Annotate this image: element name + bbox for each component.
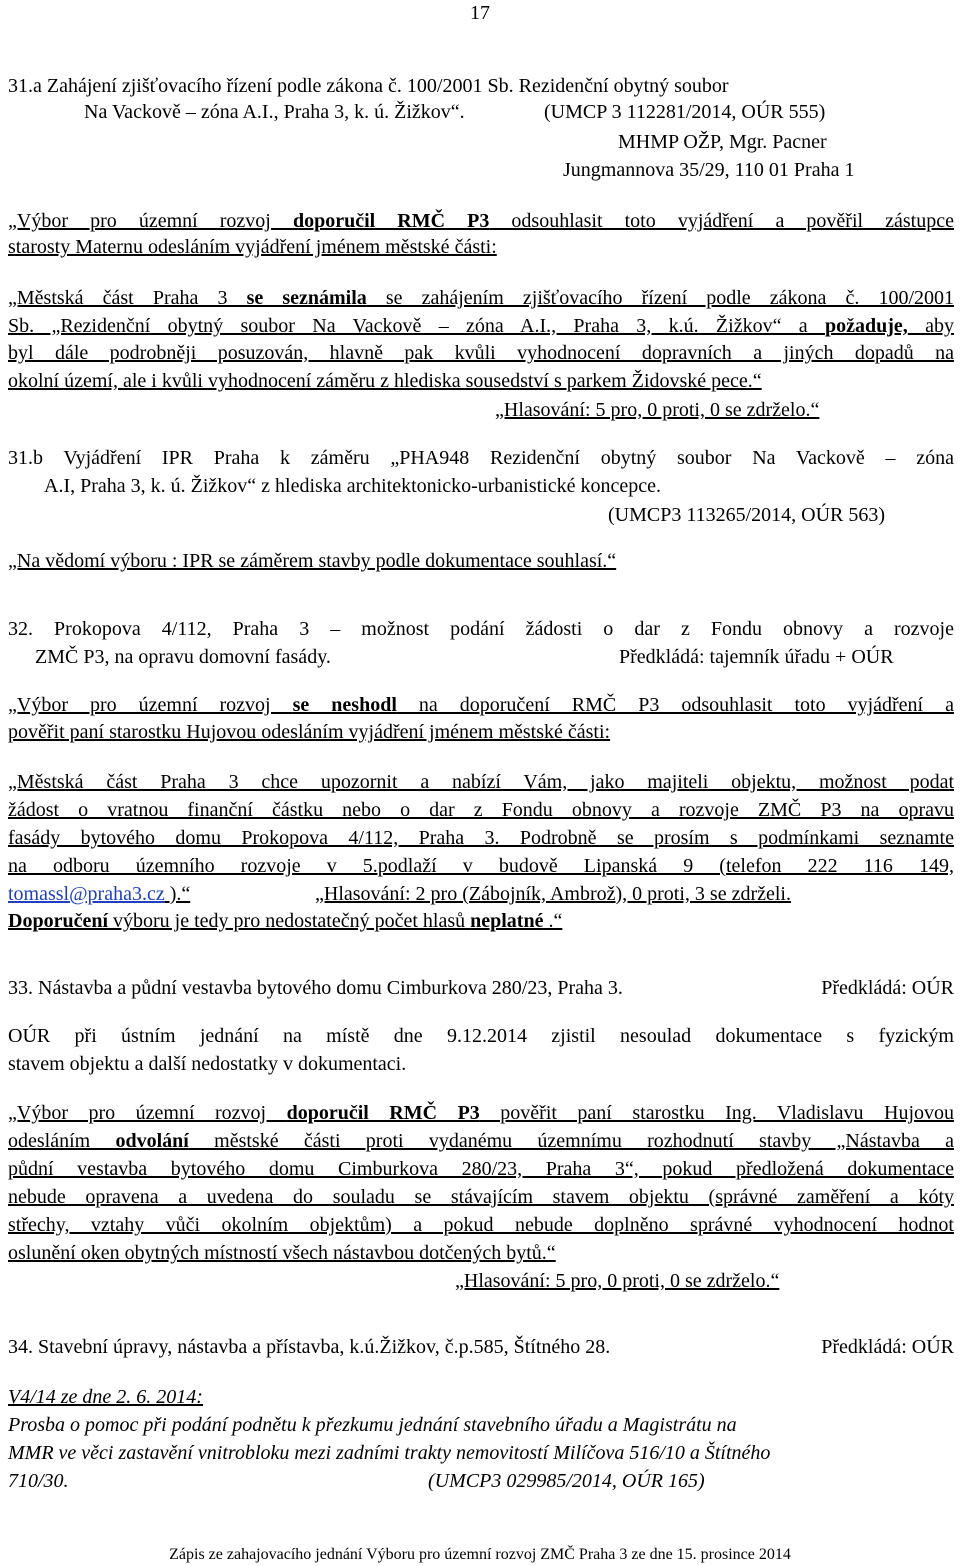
item-33-recommendation-line6: oslunění oken obytných místností všech nástavbou dotčených bytů.“ [8,1242,556,1264]
recommendation-intro: „Výbor pro územní rozvoj [8,1102,287,1124]
item-34-subject: 34. Stavební úpravy, nástavba a přístavba, k.ú.Žižkov, č.p.585, Štítného 28. [8,1336,611,1358]
item-33-recommendation-line2 [8,1129,954,1153]
recommendation-rest: pověřit paní starostku Ing. Vladislavu Hujovou [479,1102,955,1124]
recommendation-intro: „Výbor pro územní rozvoj [8,210,293,232]
item-31a-vote: „Hlasování: 5 pro, 0 proti, 0 se zdrželo.“ [495,399,820,421]
item-32-vote: „Hlasování: 2 pro (Zábojník, Ambrož), 0 proti, 3 se zdrželi. [315,883,791,905]
item-32-statement-line1: „Městská část Praha 3 chce upozornit a nabízí Vám, jako majiteli objektu, možnost podat [8,771,954,793]
conclusion-text: výboru je tedy pro nedostatečný počet hlasů [108,910,471,932]
item-32-recommendation-line1 [8,693,954,717]
item-32-conclusion [8,909,954,933]
page-footer: Zápis ze zahajovacího jednání Výboru pro územní rozvoj ZMČ Praha 3 ze dne 15. prosince 2014 [169,1546,791,1563]
recommendation-rest: na doporučení RMČ P3 odsouhlasit toto vyjádření a [396,694,954,716]
item-31a-reference: (UMCP 3 112281/2014, OÚR 555) [544,101,826,123]
item-31a-title-project: Na Vackově – zóna A.I., Praha 3, k. ú. Žižkov“. [84,101,465,123]
conclusion-bold: Doporučení [8,910,108,932]
item-31a-recommendation-line2: starosty Maternu odesláním vyjádření jménem městské části: [8,236,497,258]
item-34-request-line1: Prosba o pomoc při podání podnětu k přezkumu jednání stavebního úřadu a Magistrátu na [8,1414,737,1436]
statement-bold: požaduje, [824,315,908,337]
recommendation-rest: městské části proti vydanému územnímu rozhodnutí stavby „Nástavba a [188,1130,954,1152]
item-31a-statement-line1 [8,286,954,310]
item-34-request-line2: MMR ve věci zastavění vnitrobloku mezi zadními trakty nemovitostí Milíčova 516/10 a Štítného [8,1442,771,1464]
statement-end: ).“ [164,883,191,905]
recommendation-rest: odsouhlasit toto vyjádření a pověřil zástupce [489,210,954,232]
item-33-recommendation-line5: střechy, vztahy vůči okolním objektům) a pokud nebude doplněno správné vyhodnocení hodnot [8,1214,954,1236]
item-34-title [8,1335,954,1359]
item-33-title [8,976,954,1000]
item-33-recommendation-line1 [8,1101,954,1125]
item-32-submitter: Předkládá: tajemník úřadu + OÚR [619,646,894,668]
item-34-reference: (UMCP3 029985/2014, OÚR 165) [428,1470,705,1492]
item-33-recommendation-line4: nebude opravena a uvedena do souladu se stávajícím stavem objektu (správné zaměření a kóty [8,1186,954,1208]
item-31a-address: Jungmannova 35/29, 110 01 Praha 1 [563,159,855,181]
item-34-request-end: 710/30. [8,1470,69,1492]
item-34-request-line3 [8,1469,954,1493]
conclusion-bold-invalid: neplatné [470,910,544,932]
item-31b-title-line1: 31.b Vyjádření IPR Praha k záměru „PHA948 Rezidenční obytný soubor Na Vackově – zóna [8,447,954,469]
statement-intro: „Městská část Praha 3 [8,287,247,309]
item-33-submitter: Předkládá: OÚR [821,977,954,999]
item-32-statement-line3: fasády bytového domu Prokopova 4/112, Praha 3. Podrobně se prosím s podmínkami seznamte [8,827,954,849]
item-34-reference-date: V4/14 ze dne 2. 6. 2014: [8,1386,203,1408]
item-33-finding-line2: stavem objektu a další nedostatky v dokumentaci. [8,1053,407,1075]
statement-end: aby [907,315,954,337]
recommendation-text: odesláním [8,1130,116,1152]
item-32-title-line1: 32. Prokopova 4/112, Praha 3 – možnost podání žádosti o dar z Fondu obnovy a rozvoje [8,618,954,640]
page-number: 17 [470,2,490,24]
item-32-statement-line2: žádost o vratnou finanční částku nebo o dar z Fondu obnovy a rozvoje ZMČ P3 na opravu [8,799,954,821]
item-31b-note: „Na vědomí výboru : IPR se záměrem stavby podle dokumentace souhlasí.“ [8,550,617,572]
email-link[interactable]: tomassl@praha3.cz [8,883,165,905]
item-31a-statement-line3: byl dále podrobněji posuzován, hlavně pak kvůli vyhodnocení dopravních a jiných dopadů na [8,342,954,364]
recommendation-intro: „Výbor pro územní rozvoj [8,694,293,716]
recommendation-bold: doporučil RMČ P3 [286,1102,480,1124]
item-31a-statement-line4: okolní území, ale i kvůli vyhodnocení záměru z hlediska sousedství s parkem Židovské pece.“ [8,370,762,392]
item-32-recommendation-line2: pověřit paní starostku Hujovou odesláním vyjádření jménem městské části: [8,721,611,743]
conclusion-end: .“ [543,910,563,932]
item-31a-recommendation-line1 [8,209,954,233]
statement-rest: se zahájením zjišťovacího řízení podle zákona č. 100/2001 [366,287,955,309]
item-32-statement-line4: na odboru územního rozvoje v 5.podlaží v budově Lipanská 9 (telefon 222 116 149, [8,855,954,877]
recommendation-bold: se neshodl [292,694,397,716]
item-31a-title-line1: 31.a Zahájení zjišťovacího řízení podle zákona č. 100/2001 Sb. Rezidenční obytný soubor [8,75,729,97]
item-32-statement-line5 [8,882,954,906]
item-32-subject: ZMČ P3, na opravu domovní fasády. [35,646,331,668]
item-31a-addressee: MHMP OŽP, Mgr. Pacner [618,131,827,153]
item-33-recommendation-line3: půdní vestavba bytového domu Cimburkova 280/23, Praha 3“, pokud předložená dokumentace [8,1158,954,1180]
item-33-subject: 33. Nástavba a půdní vestavba bytového domu Cimburkova 280/23, Praha 3. [8,977,623,999]
statement-bold: se seznámila [246,287,367,309]
statement-text: Sb. „Rezidenční obytný soubor Na Vackově – zóna A.I., Praha 3, k.ú. Žižkov“ a [8,315,825,337]
recommendation-bold: doporučil RMČ P3 [292,210,490,232]
item-31a-statement-line2 [8,314,954,338]
recommendation-bold: odvolání [115,1130,189,1152]
item-33-finding-line1: OÚR při ústním jednání na místě dne 9.12.2014 zjistil nesoulad dokumentace s fyzickým [8,1025,954,1047]
item-33-vote: „Hlasování: 5 pro, 0 proti, 0 se zdrželo.“ [455,1270,780,1292]
item-31b-title-line2: A.I, Praha 3, k. ú. Žižkov“ z hlediska architektonicko-urbanistické koncepce. [44,475,662,497]
item-34-submitter: Předkládá: OÚR [821,1336,954,1358]
item-31b-reference: (UMCP3 113265/2014, OÚR 563) [608,504,886,526]
